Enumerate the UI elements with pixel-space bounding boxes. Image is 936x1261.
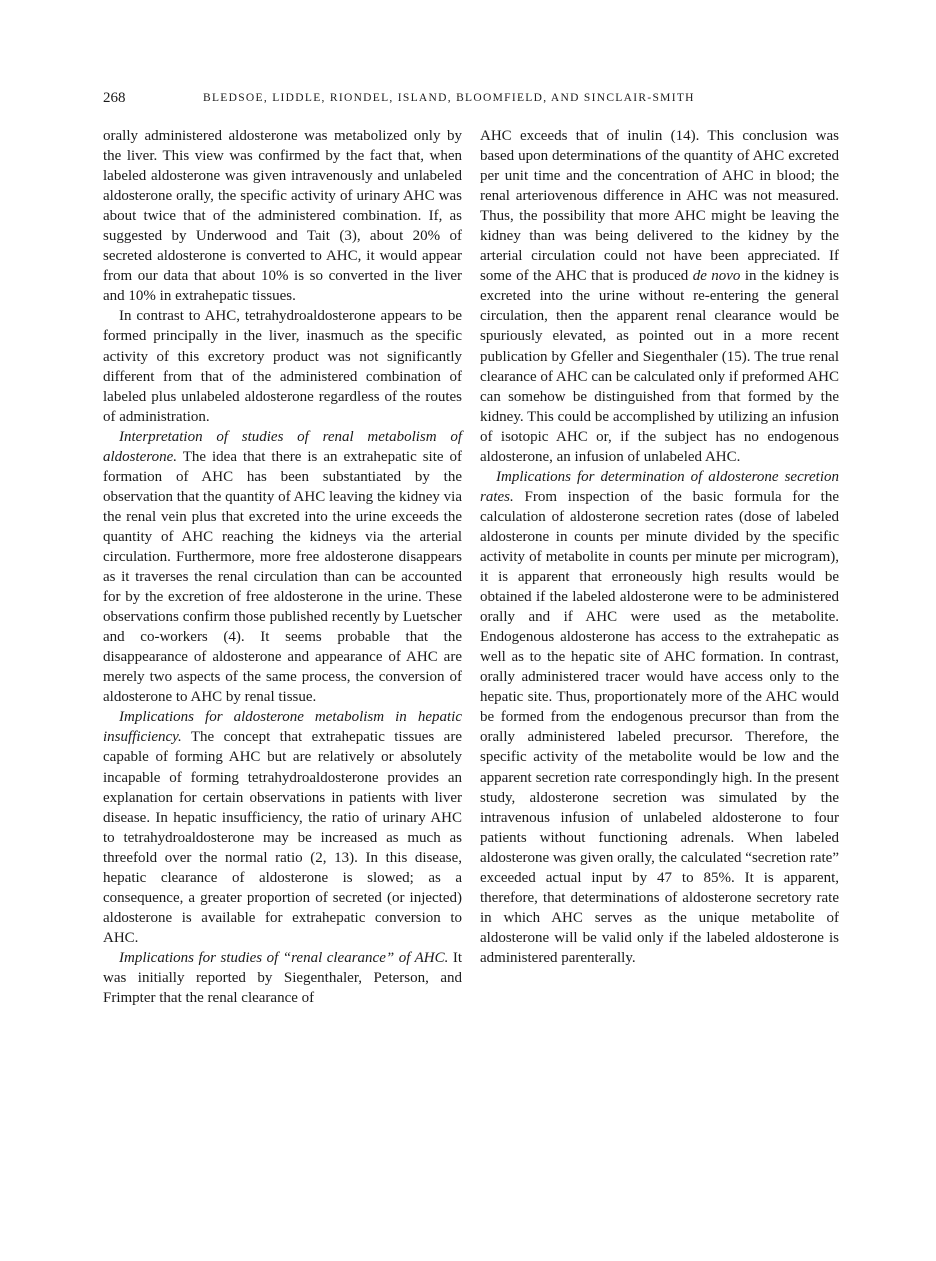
section-paragraph [103, 707, 462, 948]
paragraph-text: It was initially reported by Siegenthaler, Peterson, and Frimpter that the renal clearance of [103, 949, 463, 1007]
section-heading: Implications for aldosterone metabolism in hepatic insufficiency. [103, 709, 462, 746]
section-paragraph [103, 427, 462, 708]
section-paragraph [480, 467, 839, 968]
italic-term: de novo [692, 268, 741, 285]
section-paragraph [103, 948, 462, 1008]
page-header [103, 90, 835, 112]
paragraph: orally administered aldosterone was metabolized only by the liver. This view was confirmed by the fact that, when labeled aldosterone was given intravenously and unlabeled aldosterone orally, the specific activity of urinary AHC was about twice that of the administered combination. If, as suggested by Underwood and Tait (3), about 20% of secreted aldosterone is converted to AHC, it would appear from our data that about 10% is so converted in the liver and 10% in extrahepatic tissues. [103, 128, 462, 305]
section-heading: Implications for studies of “renal clearance” of AHC. [119, 949, 449, 966]
paragraph-text: AHC exceeds that of inulin (14). This conclusion was based upon determinations of the quantity of AHC excreted per unit time and the concentration of AHC in blood; the renal arteriovenous difference in AHC was not measured. Thus, the possibility that more AHC might be leaving the kidney than was being delivered to the kidney by the arterial circulation could not have been appreciated. If some of the AHC that is produced [480, 128, 839, 285]
paragraph-text: From inspection of the basic formula for the calculation of aldosterone secretion rates (dose of labeled aldosterone in counts per minute divided by the specific activity of metabolite in counts per minute per microgram), it is apparent that erroneously high results would be obtained if the labeled aldosterone were to be administered orally and if AHC were used as the metabolite. Endogenous aldosterone has access to the extrahepatic as well as to the hepatic site of AHC formation. In contrast, orally administered tracer would have access only to the hepatic site. Thus, proportionately more of the AHC would be formed from the endogenous precursor than from the orally administered labeled precursor. Therefore, the specific activity of the metabolite would be low and the apparent secretion rate correspondingly high. In the present study, aldosterone secretion was simulated by the intravenous infusion of unlabeled aldosterone to four patients without functioning adrenals. When labeled aldosterone was given orally, the calculated “secretion rate” exceeded actual input by 47 to 85%. It is apparent, therefore, that determinations of aldosterone secretory rate in which AHC serves as the unique metabolite of aldosterone will be valid only if the labeled aldosterone is administered parenterally. [480, 488, 840, 966]
right-column [480, 126, 839, 968]
page-number: 268 [103, 90, 126, 106]
paragraph [480, 126, 839, 467]
section-heading: Interpretation of studies of renal metabolism of aldosterone. [103, 428, 462, 465]
paragraph-text: in the kidney is excreted into the urine without re-entering the general circulation, then the apparent renal clearance would be spuriously elevated, as pointed out in a more recent publication by Gfeller and Siegenthaler (15). The true renal clearance of AHC can be calculated only if preformed AHC can somehow be distinguished from that formed by the kidney. This could be accomplished by utilizing an infusion of isotopic AHC or, if the subject has no endogenous aldosterone, an infusion of unlabeled AHC. [480, 268, 839, 465]
running-head: BLEDSOE, LIDDLE, RIONDEL, ISLAND, BLOOMFIELD, AND SINCLAIR-SMITH [203, 92, 695, 104]
left-column [103, 126, 462, 1008]
paragraph-text: The idea that there is an extrahepatic site of formation of AHC has been substantiated by the observation that the quantity of AHC leaving the kidney via the renal vein plus that excreted into the urine exceeds the quantity of AHC reaching the kidneys via the arterial circulation. Furthermore, more free aldosterone disappears as it traverses the renal circulation than can be accounted for by the excretion of free aldosterone in the urine. These observations confirm those published recently by Luetscher and co-workers (4). It seems probable that the disappearance of aldosterone and appearance of AHC are merely two aspects of the same process, the conversion of aldosterone to AHC by renal tissue. [103, 448, 462, 706]
paragraph: In contrast to AHC, tetrahydroaldosterone appears to be formed principally in the liver, inasmuch as the specific activity of this excretory product was not significantly different from that of the administered combination of labeled plus unlabeled aldosterone regardless of the routes of administration. [103, 308, 462, 425]
section-heading: Implications for determination of aldosterone secretion rates. [480, 468, 839, 505]
paragraph-text: The concept that extrahepatic tissues are capable of forming AHC but are relatively or absolutely incapable of forming tetrahydroaldosterone provides an explanation for certain observations in patients with liver disease. In hepatic insufficiency, the ratio of urinary AHC to tetrahydroaldosterone may be increased as much as threefold over the normal ratio (2, 13). In this disease, hepatic clearance of aldosterone is slowed; as a consequence, a greater proportion of secreted (or injected) aldosterone is available for extrahepatic conversion to AHC. [103, 729, 462, 946]
